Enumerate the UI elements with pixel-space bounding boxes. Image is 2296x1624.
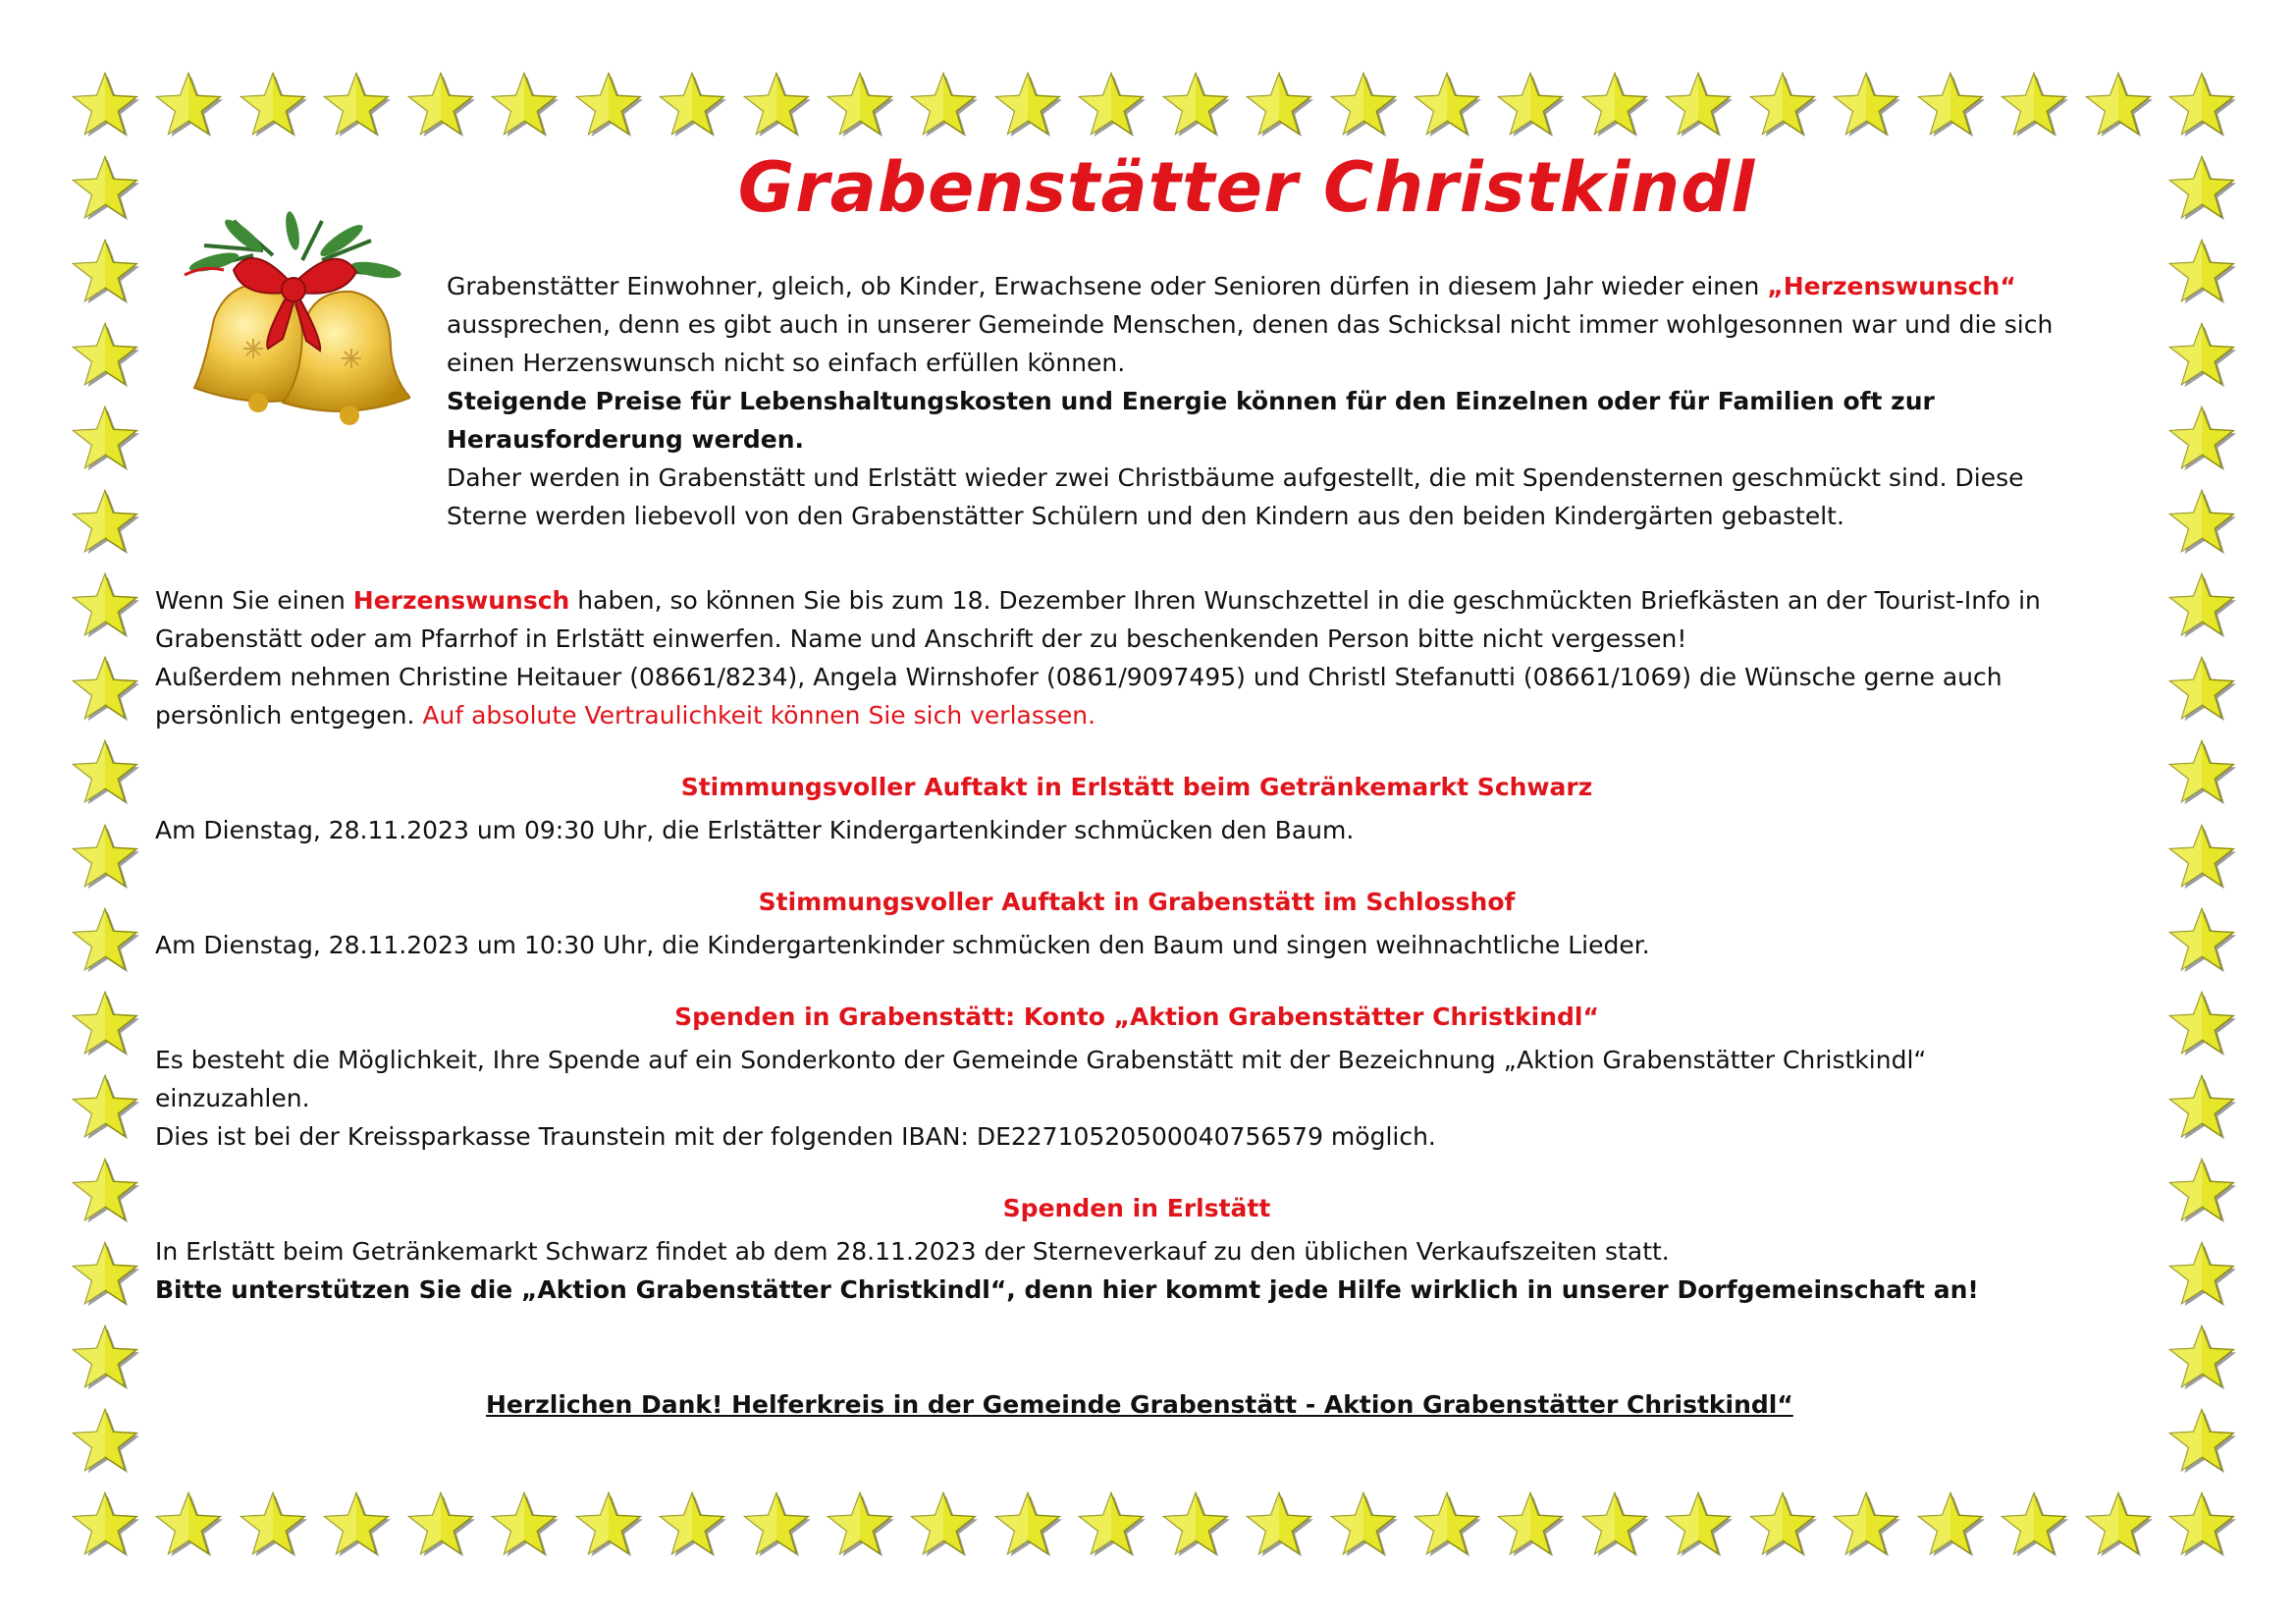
- confidentiality-note: Auf absolute Vertraulichkeit können Sie sich verlassen.: [422, 701, 1096, 730]
- star-icon: [239, 1490, 307, 1559]
- christmas-bells-icon: [175, 201, 410, 437]
- wish-line: Außerdem nehmen Christine Heitauer (08661/8234), Angela Wirnshofer (0861/9097495) und Christl Stefanutti (08661/1069) die Wünsche gerne auch: [155, 663, 2002, 691]
- star-icon: [742, 1490, 811, 1559]
- wish-line: haben, so können Sie bis zum 18. Dezember Ihren Wunschzettel in die geschmückten Briefkästen an der Tourist-Info in: [569, 586, 2041, 615]
- star-icon: [71, 990, 139, 1058]
- donations-grabenstaett-heading: Spenden in Grabenstätt: Konto „Aktion Grabenstätter Christkindl“: [674, 1002, 1599, 1031]
- wish-line: Grabenstätt oder am Pfarrhof in Erlstätt einwerfen. Name und Anschrift der zu beschenkenden Person bitte nicht vergessen!: [155, 624, 1687, 653]
- star-icon: [1077, 1490, 1146, 1559]
- star-icon: [71, 154, 139, 223]
- erlstaett-kickoff-heading: Stimmungsvoller Auftakt in Erlstätt beim Getränkemarkt Schwarz: [680, 773, 1593, 801]
- star-icon: [2167, 405, 2236, 473]
- wish-line: persönlich entgegen.: [155, 701, 423, 730]
- donation-line: Es besteht die Möglichkeit, Ihre Spende auf ein Sonderkonto der Gemeinde Grabenstätt mit der Bezeichnung „Aktion Grabenstätter Christkindl“: [155, 1046, 1927, 1074]
- star-icon: [71, 655, 139, 724]
- star-icon: [1413, 71, 1481, 139]
- star-icon: [71, 738, 139, 807]
- star-icon: [574, 71, 643, 139]
- star-icon: [322, 1490, 391, 1559]
- donation-line: einzuzahlen.: [155, 1084, 310, 1112]
- star-icon: [2000, 71, 2068, 139]
- star-icon: [1748, 1490, 1817, 1559]
- star-icon: [239, 71, 307, 139]
- star-icon: [1329, 71, 1398, 139]
- star-icon: [658, 1490, 726, 1559]
- star-icon: [71, 1324, 139, 1392]
- iban-line: Dies ist bei der Kreissparkasse Traunstein mit der folgenden IBAN: DE22710520500040756579 möglich.: [155, 1122, 1436, 1151]
- star-icon: [2167, 823, 2236, 892]
- star-icon: [71, 71, 139, 139]
- star-icon: [2167, 154, 2236, 223]
- star-icon: [2167, 1324, 2236, 1392]
- star-icon: [2167, 488, 2236, 557]
- star-icon: [574, 1490, 643, 1559]
- star-icon: [71, 1490, 139, 1559]
- star-icon: [71, 1073, 139, 1142]
- star-icon: [1832, 71, 1900, 139]
- intro-paragraph: [447, 267, 2053, 535]
- star-icon: [1664, 71, 1733, 139]
- support-appeal: Bitte unterstützen Sie die „Aktion Grabenstätter Christkindl“, denn hier kommt jede Hilfe wirklich in unserer Dorfgemeinschaft an!: [155, 1275, 1979, 1304]
- donations-grabenstaett-text: [155, 1041, 1926, 1156]
- star-icon: [2167, 738, 2236, 807]
- star-icon: [826, 1490, 894, 1559]
- star-icon: [993, 71, 1062, 139]
- page-title: Grabenstätter Christkindl: [737, 147, 1756, 228]
- star-icon: [71, 1240, 139, 1309]
- star-icon: [2167, 655, 2236, 724]
- star-icon: [2000, 1490, 2068, 1559]
- star-icon: [1580, 71, 1649, 139]
- star-icon: [1413, 1490, 1481, 1559]
- intro-line: aussprechen, denn es gibt auch in unserer Gemeinde Menschen, denen das Schicksal nicht immer wohlgesonnen war und die sich: [447, 310, 2054, 339]
- star-icon: [1496, 71, 1565, 139]
- star-icon: [71, 823, 139, 892]
- star-icon: [1245, 71, 1313, 139]
- star-icon: [71, 488, 139, 557]
- star-icon: [993, 1490, 1062, 1559]
- donation-line: In Erlstätt beim Getränkemarkt Schwarz findet ab dem 28.11.2023 der Sterneverkauf zu den üblichen Verkaufszeiten statt.: [155, 1237, 1670, 1266]
- wish-paragraph: [155, 581, 2041, 734]
- star-icon: [2167, 1407, 2236, 1476]
- star-icon: [2167, 906, 2236, 975]
- star-icon: [1664, 1490, 1733, 1559]
- star-icon: [2167, 990, 2236, 1058]
- star-icon: [2167, 1490, 2236, 1559]
- herzenswunsch-highlight: Herzenswunsch: [352, 586, 570, 615]
- star-icon: [71, 1157, 139, 1225]
- star-icon: [2084, 1490, 2153, 1559]
- star-icon: [1496, 1490, 1565, 1559]
- star-icon: [154, 1490, 223, 1559]
- star-icon: [490, 71, 559, 139]
- star-icon: [1916, 71, 1985, 139]
- star-icon: [1329, 1490, 1398, 1559]
- star-icon: [71, 906, 139, 975]
- star-icon: [742, 71, 811, 139]
- intro-line: Sterne werden liebevoll von den Grabenstätter Schülern und den Kindern aus den beiden Kindergärten gebastelt.: [447, 502, 1844, 530]
- herzenswunsch-highlight: „Herzenswunsch“: [1767, 272, 2016, 300]
- star-icon: [1161, 71, 1230, 139]
- star-icon: [2167, 238, 2236, 306]
- erlstaett-kickoff-text: Am Dienstag, 28.11.2023 um 09:30 Uhr, die Erlstätter Kindergartenkinder schmücken den Baum.: [155, 816, 1355, 844]
- star-icon: [909, 1490, 978, 1559]
- intro-bold-line: Herausforderung werden.: [447, 425, 805, 454]
- star-icon: [2167, 571, 2236, 640]
- star-icon: [1916, 1490, 1985, 1559]
- donations-erlstaett-text: [155, 1232, 1979, 1309]
- star-icon: [71, 1407, 139, 1476]
- star-icon: [909, 71, 978, 139]
- star-icon: [1245, 1490, 1313, 1559]
- star-icon: [71, 321, 139, 390]
- wish-line: Wenn Sie einen: [155, 586, 353, 615]
- grabenstaett-kickoff-heading: Stimmungsvoller Auftakt in Grabenstätt im Schlosshof: [758, 888, 1516, 916]
- star-icon: [2167, 321, 2236, 390]
- star-icon: [1580, 1490, 1649, 1559]
- star-icon: [2167, 1157, 2236, 1225]
- star-icon: [71, 238, 139, 306]
- intro-line: einen Herzenswunsch nicht so einfach erfüllen können.: [447, 349, 1126, 377]
- star-icon: [1077, 71, 1146, 139]
- star-icon: [826, 71, 894, 139]
- intro-line: Daher werden in Grabenstätt und Erlstätt wieder zwei Christbäume aufgestellt, die mit Spendensternen geschmückt sind. Diese: [447, 463, 2024, 492]
- star-icon: [2167, 1240, 2236, 1309]
- star-icon: [490, 1490, 559, 1559]
- star-icon: [658, 71, 726, 139]
- intro-line: Grabenstätter Einwohner, gleich, ob Kinder, Erwachsene oder Senioren dürfen in diesem Jahr wieder einen: [447, 272, 1768, 300]
- donations-erlstaett-heading: Spenden in Erlstätt: [1002, 1194, 1271, 1222]
- star-icon: [406, 1490, 475, 1559]
- star-icon: [2167, 1073, 2236, 1142]
- star-icon: [2167, 71, 2236, 139]
- star-icon: [1748, 71, 1817, 139]
- thanks-line: Herzlichen Dank! Helferkreis in der Gemeinde Grabenstätt - Aktion Grabenstätter Christkindl“: [486, 1390, 1793, 1419]
- star-icon: [1832, 1490, 1900, 1559]
- star-icon: [322, 71, 391, 139]
- star-icon: [71, 571, 139, 640]
- star-icon: [2084, 71, 2153, 139]
- star-icon: [406, 71, 475, 139]
- star-icon: [154, 71, 223, 139]
- star-icon: [1161, 1490, 1230, 1559]
- grabenstaett-kickoff-text: Am Dienstag, 28.11.2023 um 10:30 Uhr, die Kindergartenkinder schmücken den Baum und singen weihnachtliche Lieder.: [155, 931, 1650, 959]
- intro-bold-line: Steigende Preise für Lebenshaltungskosten und Energie können für den Einzelnen oder für Familien oft zur: [447, 387, 1935, 415]
- star-icon: [71, 405, 139, 473]
